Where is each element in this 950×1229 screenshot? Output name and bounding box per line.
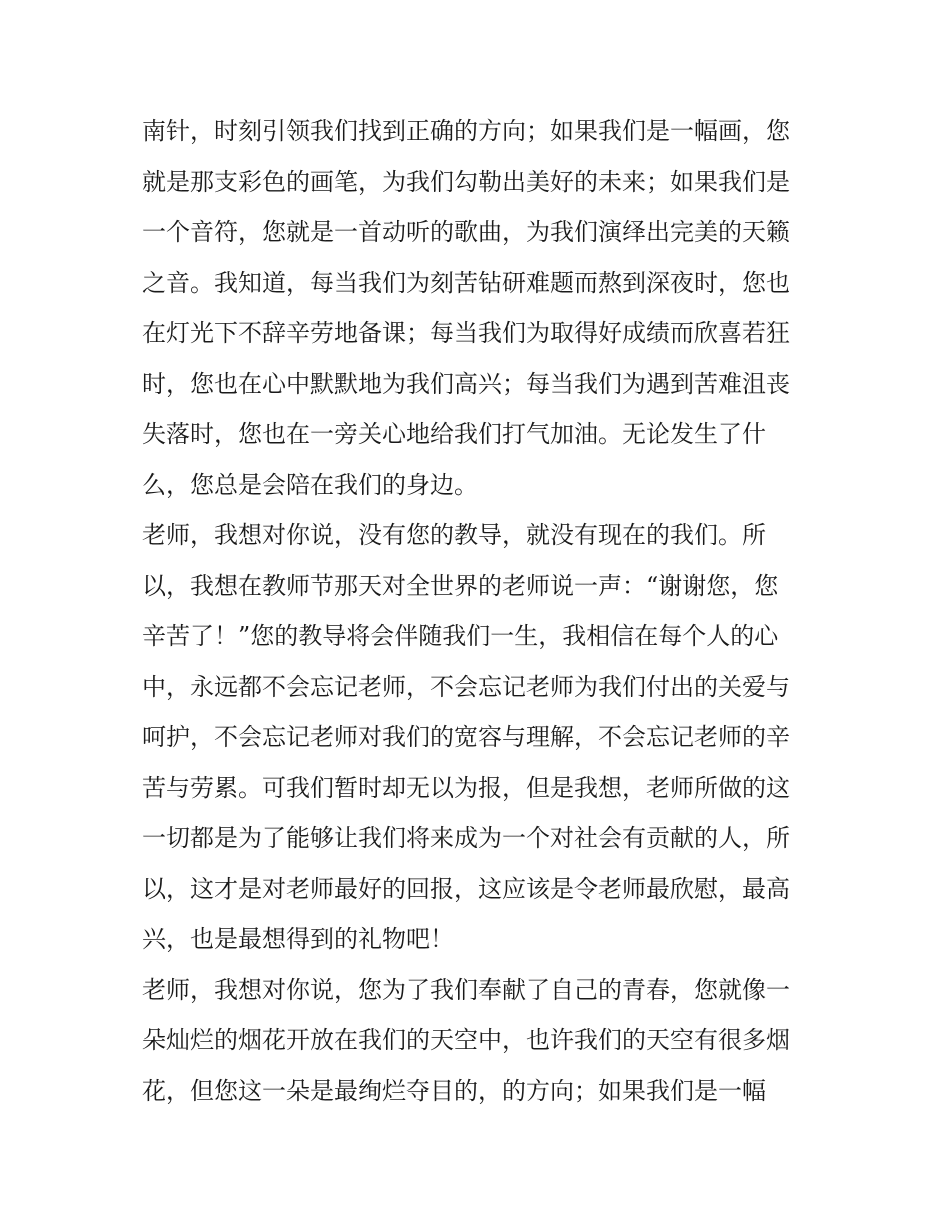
- text-line: 朵灿烂的烟花开放在我们的天空中，也许我们的天空有很多烟: [142, 1026, 790, 1054]
- text-line: 之音。我知道，每当我们为刻苦钻研难题而熬到深夜时，您也: [142, 268, 790, 297]
- text-line: 苦与劳累。可我们暂时却无以为报，但是我想，老师所做的这: [142, 773, 790, 802]
- text-line: 中，永远都不会忘记老师，不会忘记老师为我们付出的关爱与: [142, 672, 790, 701]
- text-line: 就是那支彩色的画笔，为我们勾勒出美好的未来；如果我们是: [142, 167, 790, 196]
- text-line: 南针，时刻引领我们找到正确的方向；如果我们是一幅画，您: [142, 117, 790, 145]
- body-text: [142, 106, 822, 1116]
- text-line: 兴，也是最想得到的礼物吧！: [142, 925, 454, 953]
- text-line: 失落时，您也在一旁关心地给我们打气加油。无论发生了什: [142, 420, 766, 448]
- text-line: 在灯光下不辞辛劳地备课；每当我们为取得好成绩而欣喜若狂: [142, 319, 790, 347]
- text-line: 老师，我想对你说，您为了我们奉献了自己的青春，您就像一: [142, 975, 790, 1004]
- text-line: 么，您总是会陪在我们的身边。: [142, 470, 478, 499]
- text-line: 一切都是为了能够让我们将来成为一个对社会有贡献的人，所: [142, 824, 790, 852]
- text-line: 以，我想在教师节那天对全世界的老师说一声：“谢谢您，您: [142, 571, 779, 600]
- text-line: 以，这才是对老师最好的回报，这应该是令老师最欣慰，最高: [142, 874, 790, 903]
- text-line: 一个音符，您就是一首动听的歌曲，为我们演绎出完美的天籁: [142, 218, 790, 246]
- text-line: 老师，我想对你说，没有您的教导，就没有现在的我们。所: [142, 521, 766, 549]
- text-line: 呵护，不会忘记老师对我们的宽容与理解，不会忘记老师的辛: [142, 723, 790, 751]
- text-line: 花，但您这一朵是最绚烂夺目的，的方向；如果我们是一幅: [142, 1076, 766, 1105]
- text-line: 时，您也在心中默默地为我们高兴；每当我们为遇到苦难沮丧: [142, 369, 790, 398]
- text-line: 辛苦了！”您的教导将会伴随我们一生，我相信在每个人的心: [142, 622, 779, 650]
